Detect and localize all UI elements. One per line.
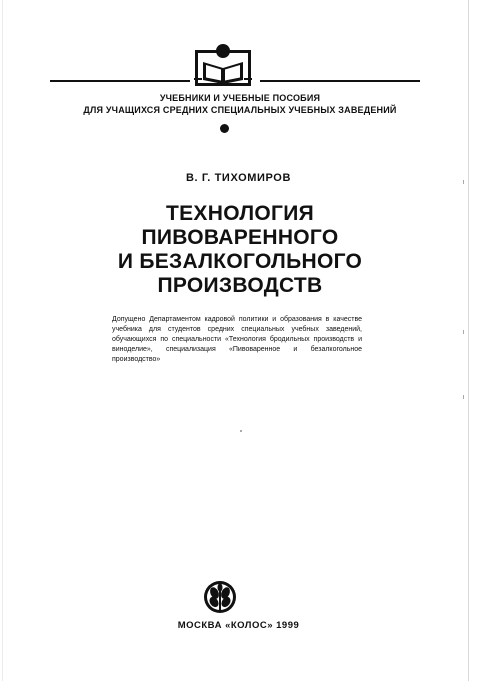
series-line-1: УЧЕБНИКИ И УЧЕБНЫЕ ПОСОБИЯ [159,93,321,103]
title-line-2: ПИВОВАРЕННОГО [141,226,339,249]
publisher-imprint: МОСКВА «КОЛОС» 1999 [177,620,300,631]
book-title [40,202,440,298]
scan-speck [463,395,464,399]
series-line-2: ДЛЯ УЧАЩИХСЯ СРЕДНИХ СПЕЦИАЛЬНЫХ УЧЕБНЫХ ЗАВЕДЕНИЙ [83,105,397,115]
title-line-1: ТЕХНОЛОГИЯ [166,202,314,225]
scan-speck [463,330,464,334]
scan-speck [463,180,464,184]
page-edge-right [468,0,469,681]
approval-note: Допущено Департаментом кадровой политики и образования в качестве учебника для студентов средних специальных учебных заведений, обучающихся по специальности «Технология бродильных производств и виноделие», специализация «Пивоваренное и безалкогольное производство» [112,316,362,363]
scan-speck [240,430,242,432]
title-line-3: И БЕЗАЛКОГОЛЬНОГО [117,250,363,273]
book-reader-emblem-icon [194,42,252,86]
page-edge-left [2,0,3,681]
author-name: В. Г. ТИХОМИРОВ [185,172,292,184]
series-rule-right [260,80,420,82]
title-line-4: ПРОИЗВОДСТВ [157,274,323,297]
series-heading [40,92,440,116]
series-rule-left [50,80,190,82]
bullet-dot [220,124,229,133]
kolos-publisher-emblem-icon [203,580,237,614]
